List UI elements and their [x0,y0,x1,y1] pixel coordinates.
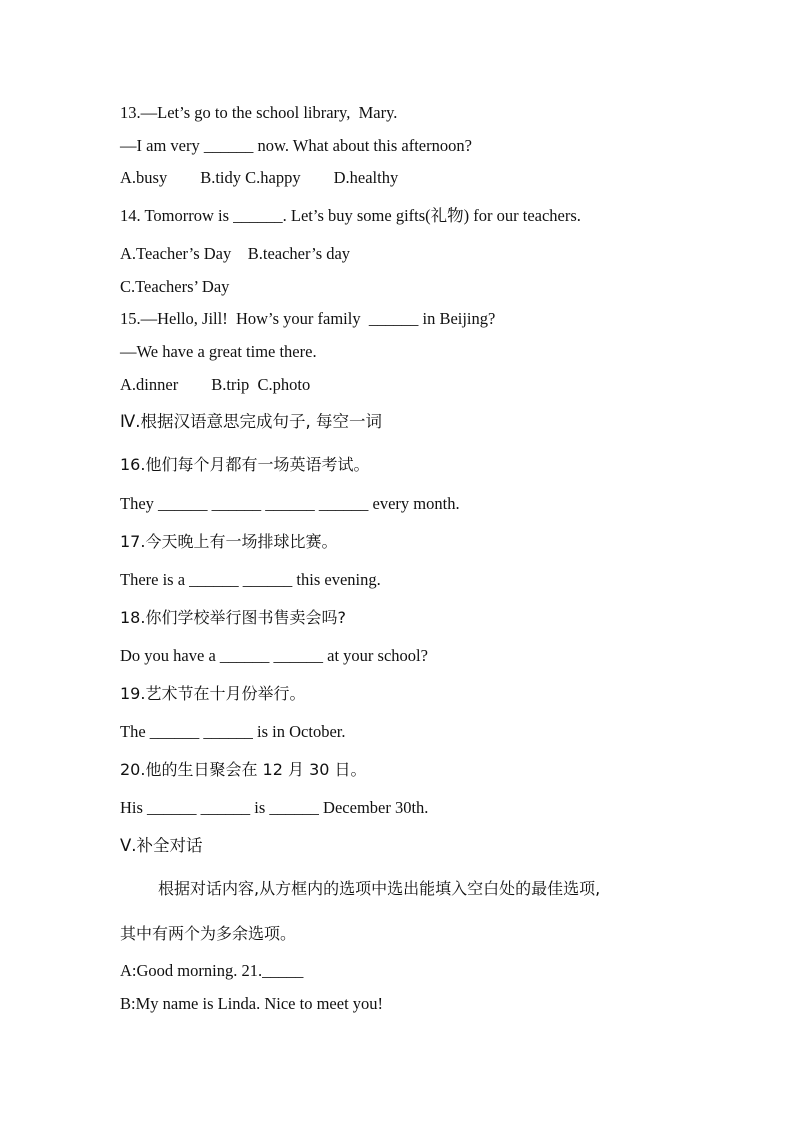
q15-options: A.dinner B.trip C.photo [120,375,311,394]
q14-stem: 14. Tomorrow is ______. Let’s buy some gifts(礼物) for our teachers. [120,206,581,225]
q20-chinese: 20.他的生日聚会在 12 月 30 日。 [120,760,367,779]
section5-instruction-line2: 其中有两个为多余选项。 [120,924,297,943]
q13-reply: —I am very ______ now. What about this afternoon? [120,136,472,155]
q18-english: Do you have a ______ ______ at your school? [120,646,428,665]
dialogue-line-b: B:My name is Linda. Nice to meet you! [120,994,384,1013]
q17-english: There is a ______ ______ this evening. [120,570,381,589]
q14-options-line1: A.Teacher’s Day B.teacher’s day [120,244,351,263]
section5-heading: Ⅴ.补全对话 [120,836,203,855]
q16-english: They ______ ______ ______ ______ every month. [120,494,460,513]
q15-stem: 15.—Hello, Jill! How’s your family ______ in Beijing? [120,309,496,328]
q13-options: A.busy B.tidy C.happy D.healthy [120,168,399,187]
q15-reply: —We have a great time there. [120,342,317,361]
q16-chinese: 16.他们每个月都有一场英语考试。 [120,455,370,474]
q19-chinese: 19.艺术节在十月份举行。 [120,684,306,703]
q18-chinese: 18.你们学校举行图书售卖会吗? [120,608,346,627]
section5-instruction-line1: 根据对话内容,从方框内的选项中选出能填入空白处的最佳选项, [158,879,601,898]
q20-english: His ______ ______ is ______ December 30th. [120,798,429,817]
q14-options-line2: C.Teachers’ Day [120,277,230,296]
q13-stem: 13.—Let’s go to the school library, Mary. [120,103,398,122]
section4-heading: Ⅳ.根据汉语意思完成句子, 每空一词 [120,412,382,431]
q17-chinese: 17.今天晚上有一场排球比赛。 [120,532,338,551]
q19-english: The ______ ______ is in October. [120,722,346,741]
dialogue-line-a: A:Good morning. 21._____ [120,961,304,980]
